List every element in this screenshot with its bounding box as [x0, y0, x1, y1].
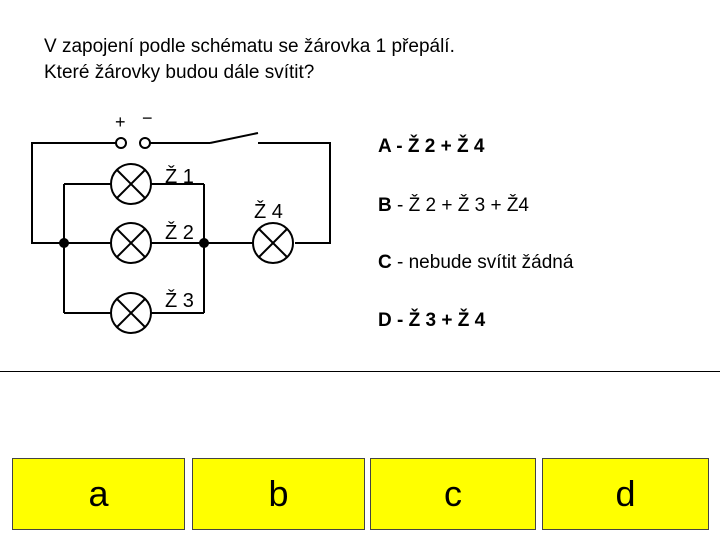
divider-line: [0, 371, 720, 372]
option-d-text: - Ž 3 + Ž 4: [391, 310, 486, 331]
bulb-1-label: Ž 1: [165, 166, 194, 188]
option-a-text: - Ž 2 + Ž 4: [391, 136, 485, 157]
answer-button-d[interactable]: d: [542, 458, 709, 530]
wire-top-left: [32, 143, 116, 243]
question-line-1: V zapojení podle schématu se žárovka 1 přepálí.: [44, 36, 455, 57]
bulb-3-label: Ž 3: [165, 290, 194, 312]
bulb-4-icon: [253, 223, 293, 263]
option-a-letter: A: [378, 136, 392, 157]
option-c-letter: C: [378, 252, 392, 273]
terminal-plus-label: +: [115, 112, 126, 132]
option-b-text: - Ž 2 + Ž 3 + Ž4: [391, 195, 530, 216]
bulb-1-icon: [111, 164, 151, 204]
answer-button-c[interactable]: c: [370, 458, 536, 530]
answer-button-a[interactable]: a: [12, 458, 185, 530]
bulb-2-icon: [111, 223, 151, 263]
option-c: [378, 252, 573, 274]
terminal-minus-label: −: [142, 108, 153, 128]
terminal-plus: [116, 138, 126, 148]
node-left: [59, 238, 69, 248]
option-d-letter: D: [378, 310, 392, 331]
option-b: [378, 195, 529, 217]
terminal-minus: [140, 138, 150, 148]
answer-button-b[interactable]: b: [192, 458, 365, 530]
option-c-text: - nebude svítit žádná: [391, 252, 574, 273]
bulb-3-icon: [111, 293, 151, 333]
option-b-letter: B: [378, 195, 392, 216]
node-right: [199, 238, 209, 248]
option-d: [378, 310, 485, 332]
question-line-2: Které žárovky budou dále svítit?: [44, 62, 315, 83]
switch-lever: [210, 133, 258, 143]
bulb-4-label: Ž 4: [254, 201, 283, 223]
bulb-2-label: Ž 2: [165, 222, 194, 244]
option-a: [378, 136, 484, 158]
